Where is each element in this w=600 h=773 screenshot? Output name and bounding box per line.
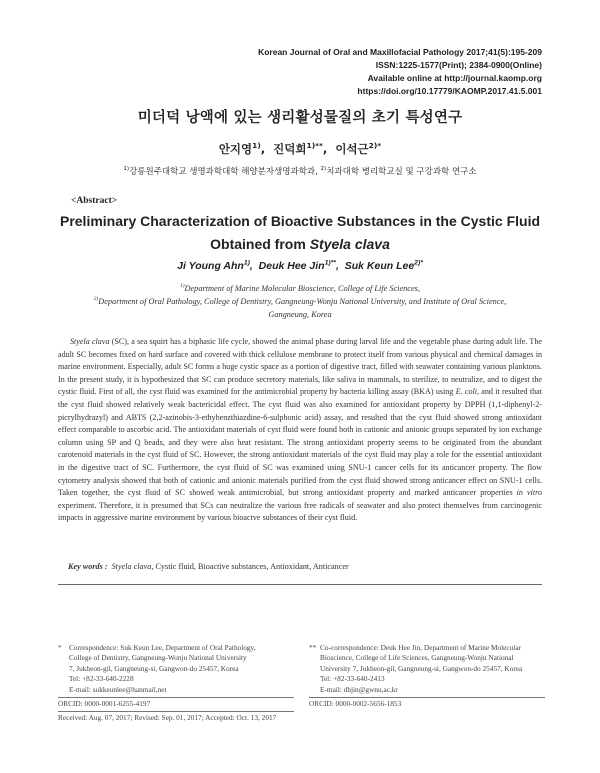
english-author-1-sup: 1) — [243, 259, 250, 267]
english-affiliations — [48, 282, 552, 321]
footnote-right-tel: Tel: +82-33-640-2413 — [320, 674, 385, 684]
footnote-left-orcid: ORCID: 0000-0001-6255-4197 — [58, 699, 151, 709]
journal-citation: Korean Journal of Oral and Maxillofacial Pathology 2017;41(5):195-209 — [258, 47, 542, 57]
english-author-3-sup: 2)* — [414, 259, 423, 267]
korean-affiliations — [0, 165, 600, 177]
footnote-left-mark: * — [58, 643, 62, 652]
english-affil-2-sup: 2) — [93, 296, 99, 303]
english-author-2-sup: 1)** — [324, 259, 336, 267]
english-title — [40, 210, 560, 256]
received-dates: Received: Aug. 07, 2017; Revised: Sep. 01, 2017; Accepted: Oct. 13, 2017 — [58, 713, 277, 723]
footnote-left-divider-1 — [58, 697, 294, 698]
journal-issn: ISSN:1225-1577(Print); 2384-0900(Online) — [375, 60, 542, 70]
abstract-text-2: , and it resulted that the cyst fluid showed relatively weak bactericidal effect. The cyst fluid was also examined for antioxidant property by DPPH (1,1-diphenyl-2-picrylhydrazyl) and ABTS (2,2-azinobis-3-ethybenzthiazdine-6-sulphonic acid) assay, and resulted that the cyst fluid showed strong antioxidant effect comparable to ascorbic acid. The antioxidant materials of cyst fluid were found both in cationic and anionic groups separated by ion exchange column using SP and Q beads, and they were also heat resistant. The strong antioxidant property seems to be originated from the abundant carotenoid materials in the cyst fluid of SC. However, the strong antioxidant materials of the cyst fluid may play a role for the essential antioxidant in the digestive tract of SC. Furthermore, the cyst fluid of SC was examined using SNU-1 cancer cells for its anticancer property. The flow cytometry analysis showed that both of cationic and anionic materials purified from the cyst fluid showed strong anticancer effect on SNU-1 cells. Taken together, the cyst fluid of SC showed weak antimicrobial, but strong antioxidant property and marked anticancer properties — [58, 387, 543, 498]
korean-author-1-sup: 1) — [252, 141, 261, 151]
korean-affil-2: 치과대학 병리학교실 및 구강과학 연구소 — [326, 167, 477, 177]
korean-author-3-sup: 2)* — [368, 141, 382, 151]
journal-doi[interactable]: https://doi.org/10.17779/KAOMP.2017.41.5.001 — [357, 86, 542, 96]
english-author-1: Ji Young Ahn — [177, 260, 244, 272]
correspondence-footnote — [58, 643, 294, 724]
footnote-right-line-3: University 7, Jukheon-gil, Gangneung-si, Gangwon-do 25457, Korea — [320, 663, 523, 673]
korean-affil-2-sup: 2) — [320, 166, 327, 173]
journal-header — [258, 46, 542, 98]
footnote-right-divider — [309, 697, 545, 698]
abstract-text-1: (SC), a sea squirt has a biphasic life cycle, showed the animal phase during larval life and the vegetable phase during adult life. The adult SC becomes fixed on hard surface and covered with thick cellulose membrane to protect itself from various physical and chemical damages in marine environment. Especially, adult SC forms a huge cystic space as a portion of digestive tract, filled with seawater containing various planktons. In the present study, it is hypothesized that SC can produce secretory materials, like saliva in mammals, to sterilize, to neutralize, and to digest the cystic fluid. First of all, the cyst fluid was examined for the antimicrobial property by bacteria killing assay (BKA) using — [58, 337, 542, 397]
keywords — [68, 562, 542, 571]
footnote-right-email[interactable]: E-mail: dhjin@gwnu,ac,kr — [320, 684, 398, 694]
keywords-values: Cystic fluid, Bioactive substances, Antioxidant, Anticancer — [153, 562, 349, 571]
footnote-left-email[interactable]: E-mail: sukkeunlee@hanmail,net — [69, 684, 167, 694]
english-author-2: Deuk Hee Jin — [258, 260, 325, 272]
korean-author-3: 이석근 — [335, 142, 369, 156]
footnote-right-line-1: Co-correspondence: Deuk Hee Jin, Department of Marine Molecular — [320, 643, 521, 652]
english-authors: Ji Young Ahn$^{1)}$, Deuk Hee Jin$^{1)**}$, Suk Keun Lee$^{2)*}$ — [177, 259, 423, 272]
english-affil-1-sup: 1) — [180, 283, 185, 290]
korean-affil-1-sup: 1) — [123, 166, 130, 173]
footnote-left-line-3: 7, Jukheon-gil, Gangneung-si, Gangwon-do 25457, Korea — [69, 663, 239, 673]
english-affil-2: Department of Oral Pathology, College of Dentistry, Gangneung-Wonju National University, and Institute of Oral Science, — [98, 297, 507, 306]
korean-title: 미더덕 낭액에 있는 생리활성물질의 초기 특성연구 — [137, 110, 463, 126]
journal-website[interactable]: Available online at http://journal.kaomp.org — [367, 73, 542, 83]
english-title-line-1: Preliminary Characterization of Bioactive Substances in the Cystic Fluid — [59, 213, 541, 229]
keywords-divider — [58, 584, 542, 585]
keywords-species: Styela clava, — [111, 562, 154, 571]
footnote-right-mark: ** — [309, 643, 317, 652]
abstract-body — [58, 336, 542, 525]
english-affil-3: Gangneung, Korea — [268, 310, 332, 319]
keywords-label: Key words : — [68, 562, 108, 571]
co-correspondence-footnote — [309, 643, 545, 709]
korean-author-2: 진덕희 — [273, 142, 307, 156]
korean-author-2-sup: 1)** — [306, 141, 323, 151]
korean-authors: 안지영$^{1)}$, 진덕희$^{1)**}$, 이석근$^{2)*}$ — [218, 141, 382, 156]
footnote-right-line-2: Bioscience, College of Life Sciences, Gangneung-Wonju National — [320, 653, 514, 663]
abstract-ecoli: E. coli — [455, 387, 477, 397]
english-title-species: Styela clava — [309, 236, 390, 252]
english-title-line-2: Obtained from — [210, 236, 306, 252]
footnote-left-tel: Tel: +82-33-640-2228 — [69, 674, 134, 684]
english-author-3: Suk Keun Lee — [344, 260, 415, 272]
footnote-left-line-2: College of Dentistry, Gangneung-Wonju National University — [69, 653, 247, 663]
abstract-label: <Abstract> — [71, 196, 118, 206]
abstract-in-vitro: in vitro — [516, 488, 542, 498]
korean-affil-1: 강릉원주대학교 생명과학대학 해양분자생명과학과, — [129, 167, 318, 177]
footnote-left-divider-2 — [58, 711, 294, 712]
footnote-right-orcid: ORCID: 0000-0002-5656-1853 — [309, 699, 402, 709]
korean-author-1: 안지영 — [218, 142, 253, 156]
abstract-species: Styela clava — [70, 337, 110, 346]
english-affil-1: Department of Marine Molecular Bioscience, College of Life Sciences, — [184, 284, 420, 293]
abstract-text-3: experiment. Therefore, it is presumed that SCs can neutralize the various free radicals of seawater and also protect themselves from carcinogenic impacts in aggressive marine environment by various bioactve substances of their cyst fluid. — [58, 500, 542, 523]
footnote-left-line-1: Correspondence: Suk Keun Lee, Department of Oral Pathology, — [69, 643, 256, 652]
